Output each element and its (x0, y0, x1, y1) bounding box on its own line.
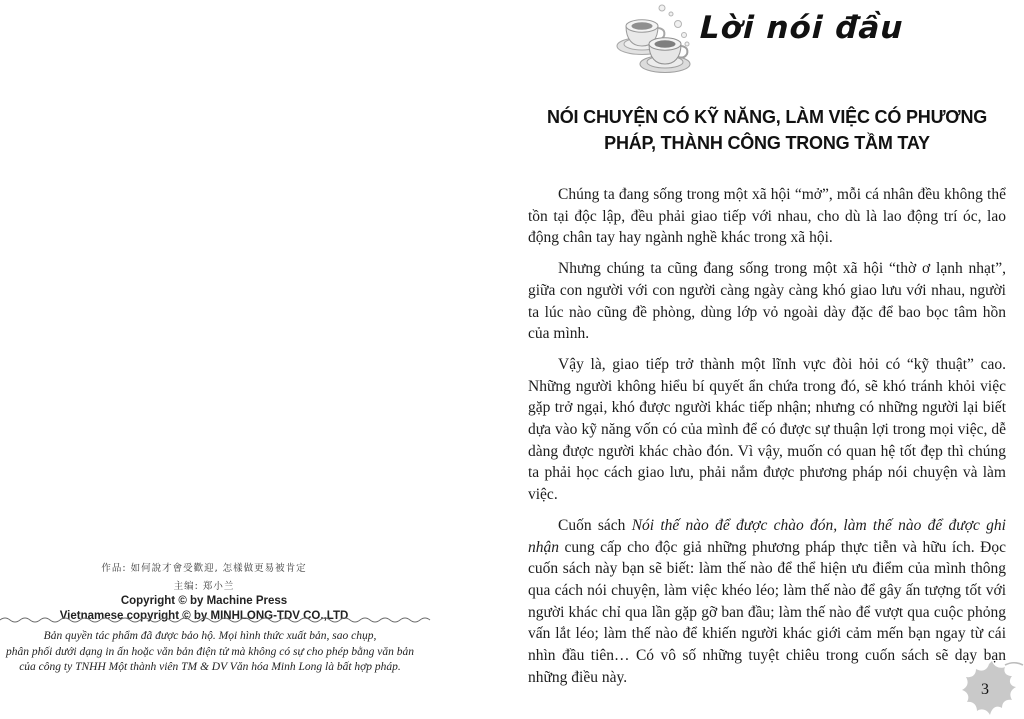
colophon (0, 556, 408, 622)
chapter-title (528, 104, 1006, 156)
body-paragraph-1: Chúng ta đang sống trong một xã hội “mở”, mỗi cá nhân đều không thể tồn tại độc lập, đều phải giao tiếp với nhau, cho dù là lao động trí óc, lao động chân tay hay ngành nghề khác trong xã hội. (528, 186, 1006, 247)
preface-title: Lời nói đầu (699, 10, 905, 46)
legal-line: của công ty TNHH Một thành viên TM & DV Văn hóa Minh Long là bất hợp pháp. (19, 661, 401, 673)
legal-line: Bản quyền tác phẩm đã được bảo hộ. Mọi hình thức xuất bản, sao chụp, (43, 630, 377, 642)
vietnamese-copyright-line: Vietnamese copyright © by MINHLONG-TDV CO.,LTD (59, 610, 349, 622)
body-text (528, 184, 1006, 697)
referenced-book-title: Nói thế nào để được chào đón, làm thế nào để được ghi nhận (528, 516, 1006, 556)
editor-line: 主编: 郑小兰 (173, 581, 235, 592)
paragraph-prefix: Cuốn sách (558, 516, 632, 534)
chapter-title-line: PHÁP, THÀNH CÔNG TRONG TẦM TAY (604, 133, 930, 153)
original-work-line: 作品: 如何說才會受歡迎, 怎樣做更易被肯定 (101, 563, 307, 574)
text-column (528, 0, 1006, 719)
body-paragraph-2: Nhưng chúng ta cũng đang sống trong một xã hội “thờ ơ lạnh nhạt”, giữa con người với con người càng ngày càng khó giao lưu với nhau, người ta lúc nào cũng đề phòng, dùng lớp vỏ ngoài dày đặc để bao bọc tâm hồn của mình. (528, 260, 1006, 343)
copyright-line: Copyright © by Machine Press (120, 595, 288, 607)
paragraph-suffix: cung cấp cho độc giả những phương pháp thực tiễn và hữu ích. Đọc cuốn sách này bạn sẽ biết: làm thế nào để thể hiện ưu điểm của mình thông qua cách nói chuyện, làm việc khéo léo; làm thế nào để gây ấn tượng tốt với người khác chỉ qua lần gặp gỡ ban đầu; làm thế nào để vượt qua cuộc phỏng vấn lắt léo; làm thế nào để khiến người khác giới cảm mến bạn ngay từ cái nhìn đầu tiên… Có vô số những tuyệt chiêu trong cuốn sách sẽ dạy bạn những điều này. (528, 538, 1006, 686)
wavy-divider (0, 615, 432, 625)
page-number-leaf (948, 659, 1024, 719)
chapter-title-line: NÓI CHUYỆN CÓ KỸ NĂNG, LÀM VIỆC CÓ PHƯƠNG (546, 107, 988, 127)
legal-line: phân phối dưới dạng in ấn hoặc văn bản điện tử mà không có sự cho phép bằng văn bản (6, 645, 414, 658)
body-paragraph-4 (528, 515, 1006, 689)
body-paragraph-3: Vậy là, giao tiếp trở thành một lĩnh vực đòi hỏi có “kỹ thuật” cao. Những người không hiểu bí quyết ẩn chứa trong đó, sẽ khó tránh khỏi việc gặp trở ngại, khó được người khác tiếp nhận; nhưng có những người lại biết dựa vào kỹ năng vốn có của mình để có được sự thuận lợi trong mọi việc, dễ dàng được người khác chào đón. Vì vậy, muốn có quan hệ tốt đẹp thì chúng ta phải học cách giao lưu, phải nắm được phương pháp nói chuyện và làm việc. (528, 355, 1006, 504)
page-number: 3 (981, 681, 989, 698)
legal-notice (0, 629, 420, 676)
